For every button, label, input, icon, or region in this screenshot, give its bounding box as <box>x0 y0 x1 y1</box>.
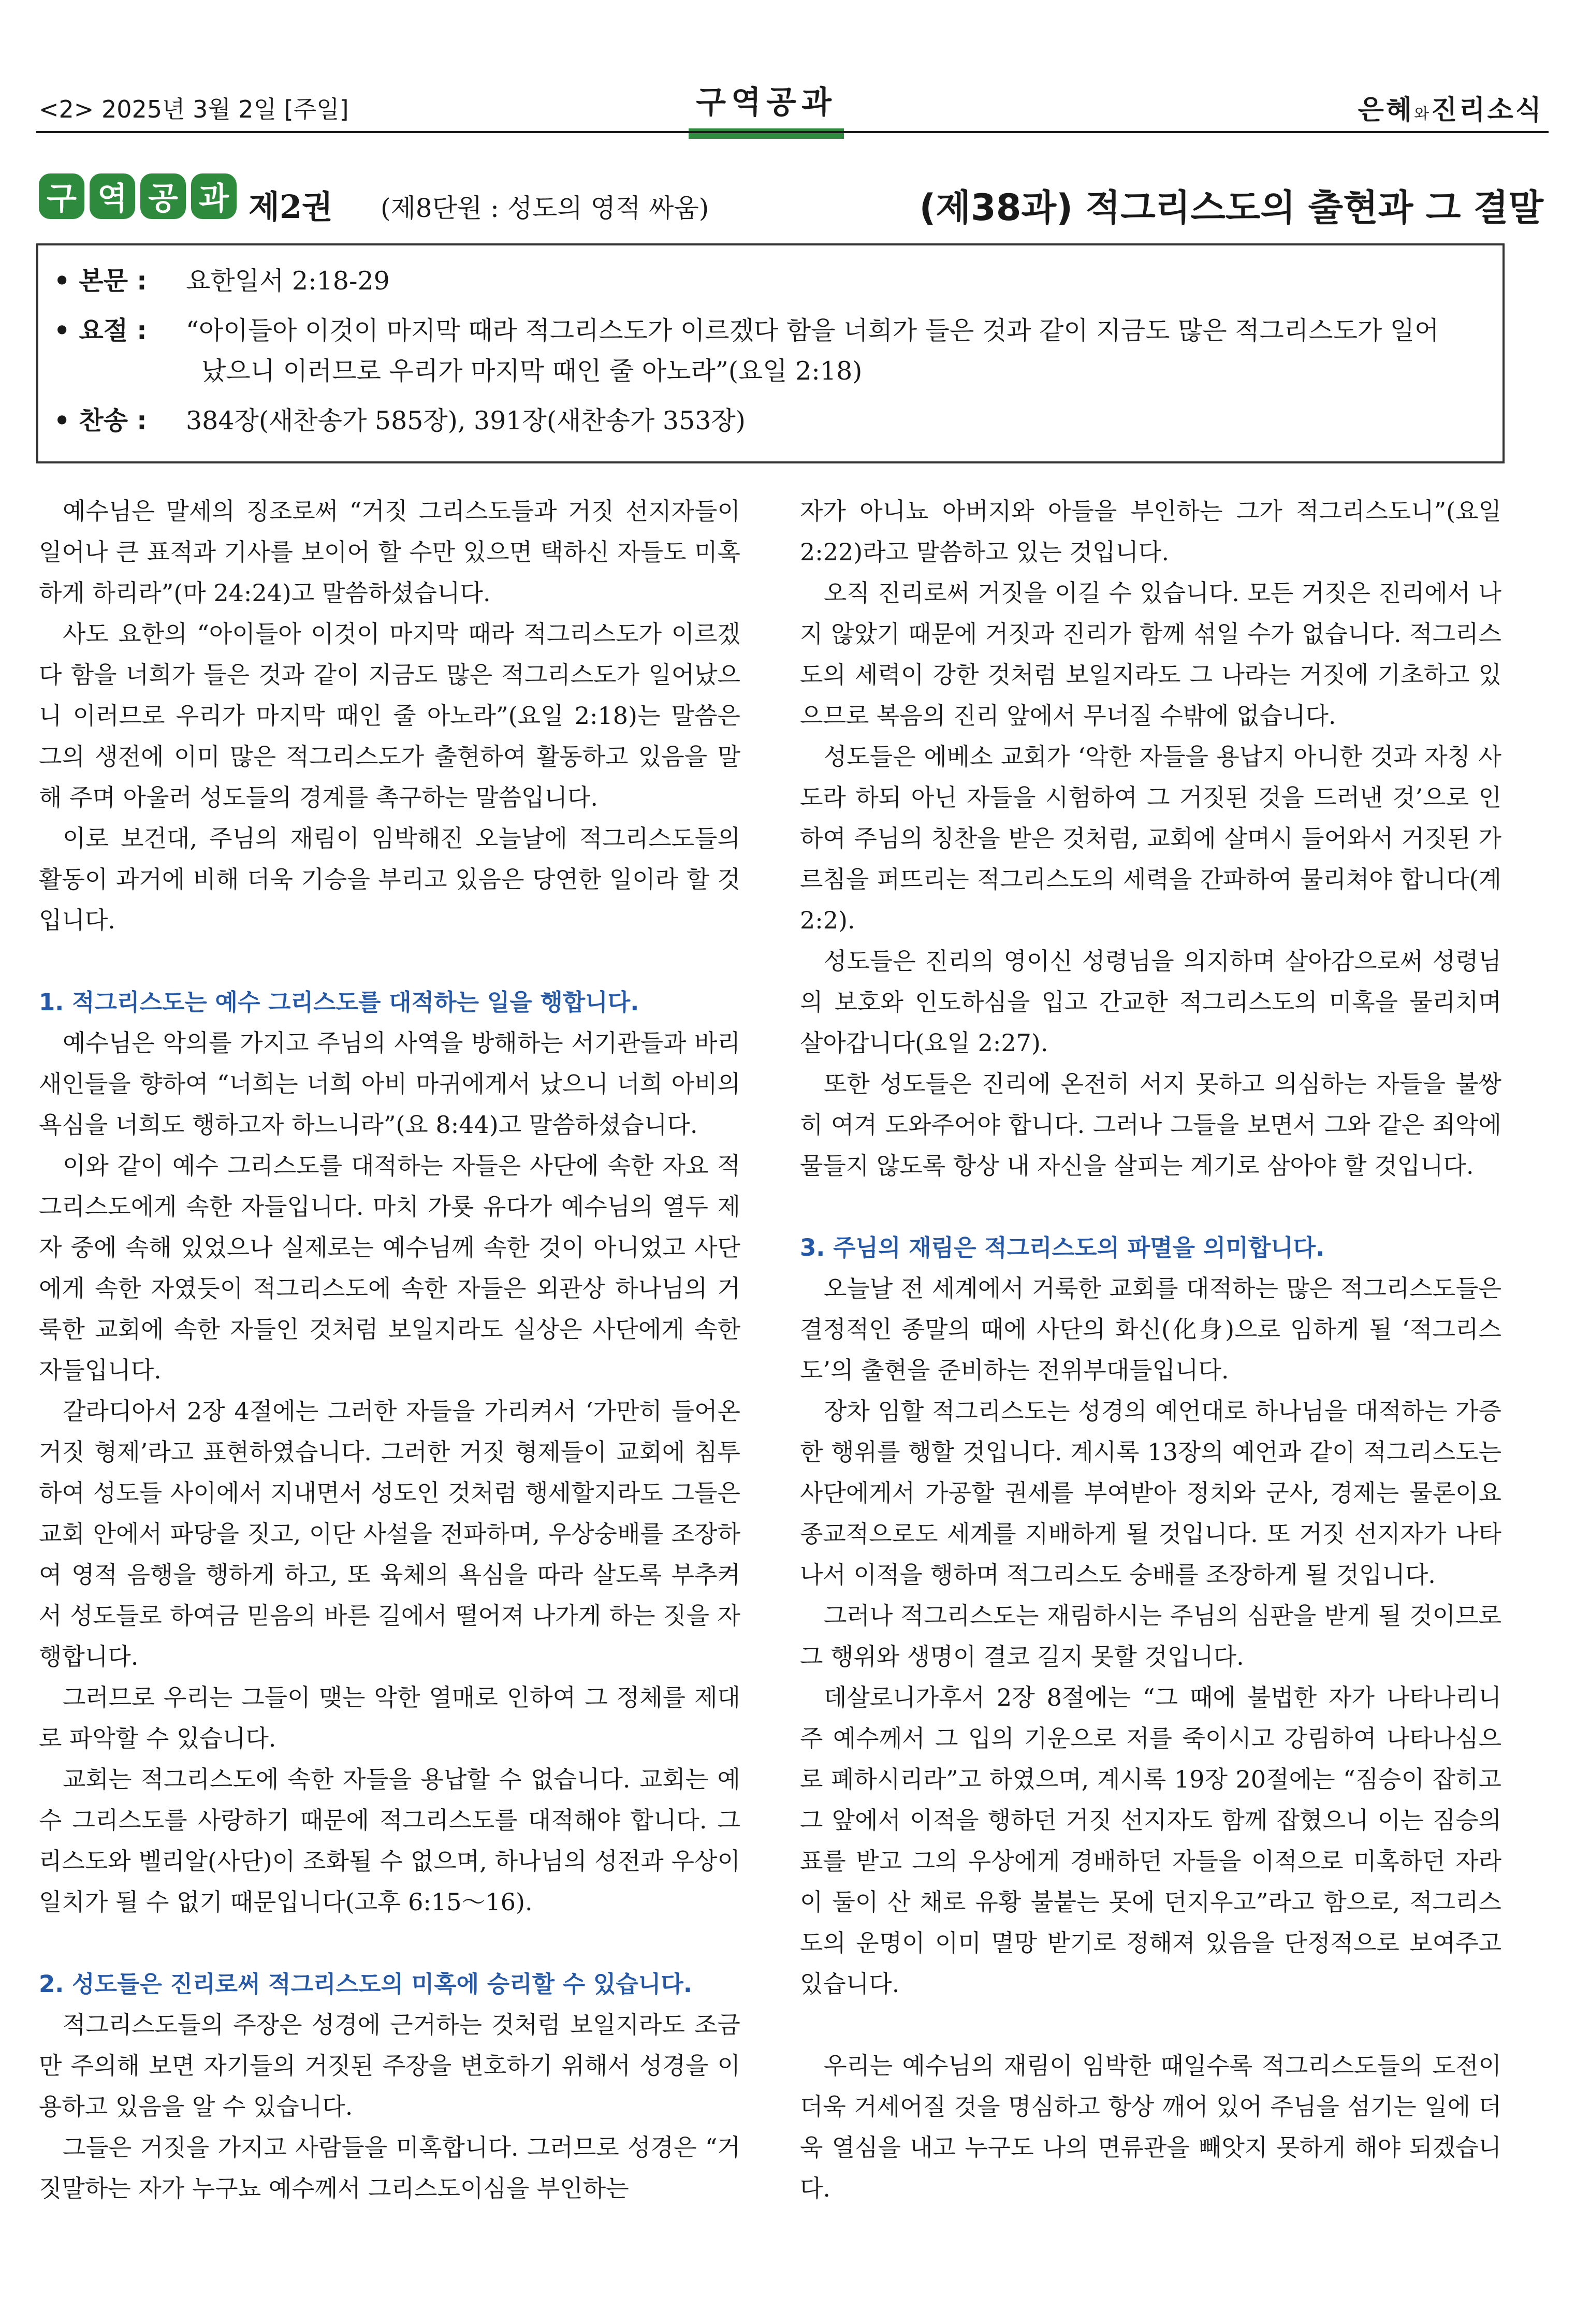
scripture-value: 요한일서 2:18-29 <box>186 266 390 296</box>
scripture-label: • 본문 : <box>54 266 147 296</box>
paragraph: 오늘날 전 세계에서 거룩한 교회를 대적하는 많은 적그리스도들은 결정적인 종말의 때에 사단의 화신(化身)으로 임하게 될 ‘적그리스도’의 출현을 준비하는 전위부대들입니다. <box>800 1274 1501 1384</box>
paragraph: 이로 보건대, 주님의 재림이 임박해진 오늘날에 적그리스도들의 활동이 과거에 비해 더욱 기승을 부리고 있음은 당연한 일이라 할 것입니다. <box>39 824 740 934</box>
badge-char: 구 <box>39 173 84 219</box>
page-date-header: <2> 2025년 3월 2일 [주일] <box>39 95 349 123</box>
paragraph: 오직 진리로써 거짓을 이길 수 있습니다. 모든 거짓은 진리에서 나지 않았기 때문에 거짓과 진리가 함께 섞일 수가 없습니다. 적그리스도의 세력이 강한 것처럼 보일지라도 그 나라는 거짓에 기초하고 있으므로 복음의 진리 앞에서 무너질 수밖에 없습니다. <box>800 579 1501 730</box>
spacer <box>800 2005 1501 2045</box>
paragraph: 또한 성도들은 진리에 온전히 서지 못하고 의심하는 자들을 불쌍히 여겨 도와주어야 합니다. 그러나 그들을 보면서 그와 같은 죄악에 물들지 않도록 항상 내 자신을 살피는 계기로 삼아야 할 것입니다. <box>800 1070 1501 1180</box>
hymn-value: 384장(새찬송가 585장), 391장(새찬송가 353장) <box>186 406 746 435</box>
paragraph: 사도 요한의 “아이들아 이것이 마지막 때라 적그리스도가 이르겠다 함을 너희가 들은 것과 같이 지금도 많은 적그리스도가 일어났으니 이러므로 우리가 마지막 때인 줄 아노라”(요일 2:18)는 말씀은 그의 생전에 이미 많은 적그리스도가 출현하여 활동하고 있음을 말해 주며 아울러 성도들의 경계를 촉구하는 말씀입니다. <box>39 620 740 811</box>
paragraph: 성도들은 진리의 영이신 성령님을 의지하며 살아감으로써 성령님의 보호와 인도하심을 입고 간교한 적그리스도의 미혹을 물리치며 살아갑니다(요일 2:27). <box>800 947 1501 1057</box>
hymn-label: • 찬송 : <box>54 406 147 435</box>
scripture-row <box>54 261 147 301</box>
key-verse-row <box>54 311 147 351</box>
paragraph: 예수님은 말세의 징조로써 “거짓 그리스도들과 거짓 선지자들이 일어나 큰 표적과 기사를 보이어 할 수만 있으면 택하신 자들도 미혹하게 하리라”(마 24:24)고 말씀하셨습니다. <box>39 497 740 607</box>
paragraph: 그들은 거짓을 가지고 사람들을 미혹합니다. 그러므로 성경은 “거짓말하는 자가 누구뇨 예수께서 그리스도이심을 부인하는 <box>39 2133 740 2202</box>
publication-name <box>1358 88 1543 127</box>
hymn-row <box>54 401 147 441</box>
paragraph: 교회는 적그리스도에 속한 자들을 용납할 수 없습니다. 교회는 예수 그리스도를 사랑하기 때문에 적그리스도를 대적해야 합니다. 그리스도와 벨리알(사단)이 조화될 수 없으며, 하나님의 성전과 우상이 일치가 될 수 없기 때문입니다(고후 6:15～16). <box>39 1765 740 1916</box>
key-verse-line-2: 났으니 이러므로 우리가 마지막 때인 줄 아노라”(요일 2:18) <box>201 356 863 386</box>
paragraph: 데살로니가후서 2장 8절에는 “그 때에 불법한 자가 나타나리니 주 예수께서 그 입의 기운으로 저를 죽이시고 강림하여 나타나심으로 폐하시리라”고 하였으며, 계시록 19장 20절에는 “짐승이 잡히고 그 앞에서 이적을 행하던 거짓 선지자도 함께 잡혔으니 이는 짐승의 표를 받고 그의 우상에게 경배하던 자들을 이적으로 미혹하던 자라 이 둘이 산 채로 유황 불붙는 못에 던지우고”라고 함으로, 적그리스도의 운명이 이미 멸망 받기로 정해져 있음을 단정적으로 보여주고 있습니다. <box>800 1683 1501 1998</box>
section-title: 구역공과 <box>696 84 837 121</box>
badge-char: 공 <box>140 173 186 219</box>
header-rule <box>36 131 1549 133</box>
key-verse-label: • 요절 : <box>54 316 147 345</box>
publication-name-a: 은혜 <box>1358 95 1414 126</box>
paragraph: 우리는 예수님의 재림이 임박한 때일수록 적그리스도들의 도전이 더욱 거세어질 것을 명심하고 항상 깨어 있어 주님을 섬기는 일에 더욱 열심을 내고 누구도 나의 면류관을 빼앗지 못하게 해야 되겠습니다. <box>800 2052 1501 2202</box>
section-heading-2: 2. 성도들은 진리로써 적그리스도의 미혹에 승리할 수 있습니다. <box>39 1970 692 1998</box>
paragraph: 적그리스도들의 주장은 성경에 근거하는 것처럼 보일지라도 조금만 주의해 보면 자기들의 거짓된 주장을 변호하기 위해서 성경을 이용하고 있음을 알 수 있습니다. <box>39 2011 740 2120</box>
paragraph-continued: 자가 아니뇨 아버지와 아들을 부인하는 그가 적그리스도니”(요일 2:22)라고 말씀하고 있는 것입니다. <box>800 497 1501 566</box>
paragraph: 장차 임할 적그리스도는 성경의 예언대로 하나님을 대적하는 가증한 행위를 행할 것입니다. 계시록 13장의 예언과 같이 적그리스도는 사단에게서 가공할 권세를 부여받아 정치와 군사, 경제는 물론이요 종교적으로도 세계를 지배하게 될 것입니다. 또 거짓 선지자가 나타나서 이적을 행하며 적그리스도 숭배를 조장하게 될 것입니다. <box>800 1397 1501 1589</box>
scripture-info-box <box>36 243 1505 463</box>
lesson-badge <box>39 173 237 219</box>
paragraph: 그러나 적그리스도는 재림하시는 주님의 심판을 받게 될 것이므로 그 행위와 생명이 결코 길지 못할 것입니다. <box>800 1602 1501 1671</box>
lesson-title: (제38과) 적그리스도의 출현과 그 결말 <box>919 186 1543 229</box>
volume-label: 제2권 <box>249 188 333 226</box>
section-heading-1: 1. 적그리스도는 예수 그리스도를 대적하는 일을 행합니다. <box>39 989 639 1016</box>
badge-char: 과 <box>191 173 237 219</box>
paragraph: 그러므로 우리는 그들이 맺는 악한 열매로 인하여 그 정체를 제대로 파악할 수 있습니다. <box>39 1683 740 1752</box>
key-verse-line-1: “아이들아 이것이 마지막 때라 적그리스도가 이르겠다 함을 너희가 들은 것과 같이 지금도 많은 적그리스도가 일어 <box>186 316 1439 345</box>
unit-label: (제8단원 : 성도의 영적 싸움) <box>381 193 709 223</box>
section-title-underline <box>689 128 844 139</box>
publication-name-connector: 와 <box>1414 105 1432 123</box>
left-column <box>39 491 740 2209</box>
section-heading-3: 3. 주님의 재림은 적그리스도의 파멸을 의미합니다. <box>800 1234 1325 1261</box>
badge-char: 역 <box>90 173 135 219</box>
right-column <box>800 491 1501 2209</box>
publication-name-c: 진리소식 <box>1431 95 1543 126</box>
paragraph: 갈라디아서 2장 4절에는 그러한 자들을 가리켜서 ‘가만히 들어온 거짓 형제’라고 표현하였습니다. 그러한 거짓 형제들이 교회에 침투하여 성도들 사이에서 지내면서 성도인 것처럼 행세할지라도 그들은 교회 안에서 파당을 짓고, 이단 사설을 전파하며, 우상숭배를 조장하여 영적 음행을 행하게 하고, 또 육체의 욕심을 따라 살도록 부추켜서 성도들로 하여금 믿음의 바른 길에서 떨어져 나가게 하는 짓을 자행합니다. <box>39 1397 740 1671</box>
paragraph: 예수님은 악의를 가지고 주님의 사역을 방해하는 서기관들과 바리새인들을 향하여 “너희는 너희 아비 마귀에게서 났으니 너희 아비의 욕심을 너희도 행하고자 하느니라”(요 8:44)고 말씀하셨습니다. <box>39 1029 740 1139</box>
paragraph: 성도들은 에베소 교회가 ‘악한 자들을 용납지 아니한 것과 자칭 사도라 하되 아닌 자들을 시험하여 그 거짓된 것을 드러낸 것’으로 인하여 주님의 칭찬을 받은 것처럼, 교회에 살며시 들어와서 거짓된 가르침을 퍼뜨리는 적그리스도의 세력을 간파하여 물리쳐야 합니다(계 2:2). <box>800 743 1501 934</box>
paragraph: 이와 같이 예수 그리스도를 대적하는 자들은 사단에 속한 자요 적그리스도에게 속한 자들입니다. 마치 가룟 유다가 예수님의 열두 제자 중에 속해 있었으나 실제로는 예수님께 속한 것이 아니었고 사단에게 속한 자였듯이 적그리스도에 속한 자들은 외관상 하나님의 거룩한 교회에 속한 자들인 것처럼 보일지라도 실상은 사단에게 속한 자들입니다. <box>39 1152 740 1384</box>
